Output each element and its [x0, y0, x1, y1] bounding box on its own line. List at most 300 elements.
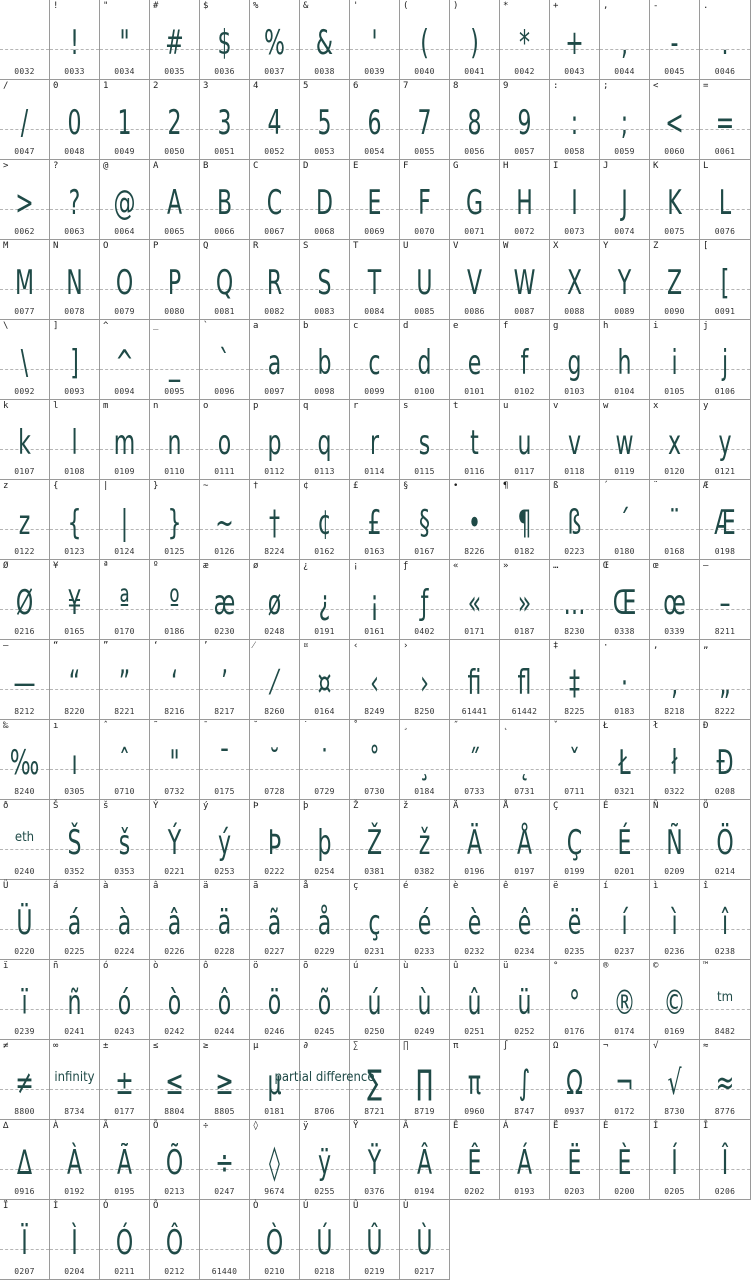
- glyph-code: 8804: [164, 1107, 185, 1116]
- glyph-label: œ: [653, 561, 659, 571]
- glyph-cell: [200, 960, 250, 1040]
- glyph-label: Ž: [353, 801, 359, 811]
- glyph-label: T: [353, 241, 359, 251]
- glyph-label: ì: [653, 881, 659, 891]
- glyph-sample: «: [467, 583, 482, 623]
- glyph-label: G: [453, 161, 459, 171]
- glyph-sample: æ: [213, 583, 236, 623]
- glyph-code: 8260: [264, 707, 285, 716]
- glyph-sample: “: [68, 663, 81, 703]
- glyph-sample: Ø: [15, 583, 34, 623]
- glyph-sample: #: [165, 23, 184, 63]
- glyph-label: ‡: [553, 641, 559, 651]
- glyph-sample: Ù: [416, 1223, 433, 1263]
- glyph-cell: [400, 1200, 450, 1280]
- glyph-sample: š: [118, 823, 131, 863]
- glyph-sample: 9: [517, 103, 532, 143]
- glyph-cell: [300, 0, 350, 80]
- glyph-code: 0094: [114, 387, 135, 396]
- glyph-code: 0059: [614, 147, 635, 156]
- glyph-label: –: [703, 561, 709, 571]
- glyph-sample: Â: [416, 1143, 433, 1183]
- glyph-code: 0243: [114, 1027, 135, 1036]
- glyph-cell: [400, 240, 450, 320]
- glyph-cell: [600, 480, 650, 560]
- glyph-label: A: [153, 161, 159, 171]
- glyph-cell: [550, 640, 600, 720]
- glyph-sample: u: [517, 423, 532, 463]
- glyph-code: 0170: [114, 627, 135, 636]
- glyph-code: 0184: [414, 787, 435, 796]
- glyph-code: 0214: [714, 867, 736, 876]
- glyph-code: 0197: [514, 867, 535, 876]
- glyph-code: 8734: [64, 1107, 85, 1116]
- glyph-label: û: [453, 961, 459, 971]
- glyph-label: Þ: [253, 801, 259, 811]
- glyph-cell: [0, 400, 50, 480]
- glyph-label: ƒ: [403, 561, 409, 571]
- glyph-code: 0226: [164, 947, 185, 956]
- glyph-cell: [500, 480, 550, 560]
- glyph-sample: partial difference: [274, 1070, 375, 1085]
- glyph-cell: [700, 400, 751, 480]
- glyph-label: 2: [153, 81, 159, 91]
- glyph-sample: º: [169, 583, 180, 623]
- glyph-cell: [450, 400, 500, 480]
- glyph-label: Z: [653, 241, 659, 251]
- glyph-label: =: [703, 81, 709, 91]
- glyph-label: ‚: [653, 641, 659, 651]
- glyph-sample: ◊: [269, 1143, 280, 1183]
- glyph-cell: [150, 800, 200, 880]
- glyph-cell: [250, 160, 300, 240]
- glyph-label: ): [453, 1, 459, 11]
- glyph-code: 0171: [464, 627, 485, 636]
- glyph-label: <: [653, 81, 659, 91]
- glyph-code: 8226: [464, 547, 485, 556]
- glyph-code: 8224: [264, 547, 285, 556]
- glyph-code: 0217: [414, 1267, 435, 1276]
- glyph-label: Ü: [3, 881, 9, 891]
- glyph-cell: [500, 800, 550, 880]
- glyph-code: 0164: [314, 707, 335, 716]
- glyph-code: 0234: [514, 947, 535, 956]
- glyph-label: !: [53, 1, 59, 11]
- glyph-code: 8482: [714, 1027, 736, 1036]
- glyph-code: 0205: [664, 1187, 685, 1196]
- glyph-sample: Ì: [71, 1223, 78, 1263]
- glyph-sample: eth: [14, 830, 35, 845]
- glyph-label: ˘: [253, 721, 259, 731]
- glyph-sample: ü: [517, 983, 532, 1023]
- glyph-sample: Ł: [618, 743, 631, 783]
- glyph-cell: [150, 160, 200, 240]
- glyph-code: 0174: [614, 1027, 635, 1036]
- glyph-cell: [550, 400, 600, 480]
- glyph-cell: [450, 880, 500, 960]
- glyph-cell: [500, 560, 550, 640]
- glyph-label: ˝: [453, 721, 459, 731]
- glyph-cell: [550, 880, 600, 960]
- glyph-label: Ä: [453, 801, 459, 811]
- glyph-cell: [400, 160, 450, 240]
- glyph-code: 0305: [64, 787, 85, 796]
- glyph-cell: [650, 400, 700, 480]
- glyph-cell: [150, 1200, 200, 1280]
- glyph-cell: [250, 960, 300, 1040]
- glyph-code: 0069: [364, 227, 385, 236]
- glyph-sample: ã: [267, 903, 282, 943]
- glyph-cell: [650, 320, 700, 400]
- glyph-cell: [300, 160, 350, 240]
- glyph-label: Ω: [553, 1041, 559, 1051]
- glyph-cell: [400, 80, 450, 160]
- glyph-code: 0238: [714, 947, 736, 956]
- glyph-code: 61442: [511, 707, 538, 716]
- glyph-label: c: [353, 321, 359, 331]
- glyph-label: ∞: [53, 1041, 59, 1051]
- glyph-code: 0058: [564, 147, 585, 156]
- glyph-label: Ý: [153, 801, 159, 811]
- glyph-sample: Z: [666, 263, 683, 303]
- glyph-label: Œ: [603, 561, 609, 571]
- glyph-sample: S: [317, 263, 332, 303]
- glyph-label: ≈: [703, 1041, 709, 1051]
- glyph-cell: [250, 880, 300, 960]
- glyph-sample: Ü: [16, 903, 33, 943]
- glyph-code: 0339: [664, 627, 685, 636]
- glyph-sample: T: [367, 263, 382, 303]
- glyph-cell: [150, 400, 200, 480]
- glyph-cell: [650, 240, 700, 320]
- glyph-code: 0187: [514, 627, 535, 636]
- glyph-cell: [600, 640, 650, 720]
- glyph-label: ù: [403, 961, 409, 971]
- glyph-sample: B: [216, 183, 233, 223]
- glyph-cell: [700, 240, 751, 320]
- glyph-label: á: [53, 881, 59, 891]
- glyph-sample: Í: [671, 1143, 678, 1183]
- glyph-sample: Ž: [366, 823, 383, 863]
- glyph-label: Ï: [3, 1201, 9, 1211]
- glyph-label: u: [503, 401, 509, 411]
- glyph-label: ł: [653, 721, 659, 731]
- glyph-code: 8776: [714, 1107, 736, 1116]
- glyph-code: 0079: [114, 307, 135, 316]
- glyph-code: 0321: [614, 787, 635, 796]
- glyph-cell: [700, 1040, 751, 1120]
- glyph-sample: ú: [367, 983, 382, 1023]
- glyph-label: ˇ: [553, 721, 559, 731]
- glyph-code: 0101: [464, 387, 485, 396]
- glyph-label: ˙: [303, 721, 309, 731]
- glyph-cell: [100, 800, 150, 880]
- glyph-label: °: [553, 961, 559, 971]
- glyph-sample: x: [667, 423, 682, 463]
- glyph-cell: [500, 960, 550, 1040]
- glyph-code: 8212: [14, 707, 35, 716]
- glyph-sample: s: [418, 423, 431, 463]
- glyph-label: r: [353, 401, 359, 411]
- glyph-code: 0083: [314, 307, 335, 316]
- glyph-sample: ˙: [318, 743, 331, 783]
- glyph-code: 0042: [514, 67, 535, 76]
- glyph-cell: [650, 0, 700, 80]
- glyph-label: 3: [203, 81, 209, 91]
- glyph-label: ı: [53, 721, 59, 731]
- glyph-label: ž: [403, 801, 409, 811]
- glyph-cell: [200, 240, 250, 320]
- glyph-sample: e: [467, 343, 482, 383]
- glyph-cell: [700, 880, 751, 960]
- glyph-cell: [600, 1120, 650, 1200]
- glyph-cell: [400, 560, 450, 640]
- glyph-label: À: [53, 1121, 59, 1131]
- glyph-cell: [500, 240, 550, 320]
- glyph-code: 0381: [364, 867, 385, 876]
- glyph-label: 8: [453, 81, 459, 91]
- glyph-sample: à: [117, 903, 132, 943]
- glyph-sample: V: [466, 263, 483, 303]
- glyph-label: R: [253, 241, 259, 251]
- glyph-code: 0119: [614, 467, 635, 476]
- glyph-sample: (: [420, 23, 429, 63]
- glyph-sample: °: [568, 983, 581, 1023]
- glyph-label: “: [53, 641, 59, 651]
- glyph-code: 0241: [64, 1027, 85, 1036]
- glyph-code: 0237: [614, 947, 635, 956]
- glyph-sample: D: [316, 183, 333, 223]
- glyph-label: }: [153, 481, 159, 491]
- glyph-sample: Q: [215, 263, 234, 303]
- glyph-code: 0112: [264, 467, 285, 476]
- glyph-label: Í: [653, 1121, 659, 1131]
- glyph-sample: d: [417, 343, 432, 383]
- glyph-cell: [100, 80, 150, 160]
- glyph-cell: [50, 1200, 100, 1280]
- glyph-code: 0960: [464, 1107, 485, 1116]
- glyph-code: 8721: [364, 1107, 385, 1116]
- glyph-code: 0201: [614, 867, 635, 876]
- glyph-label: p: [253, 401, 259, 411]
- glyph-sample: î: [721, 903, 729, 943]
- glyph-cell: [100, 320, 150, 400]
- glyph-label: Õ: [153, 1121, 159, 1131]
- glyph-sample: œ: [663, 583, 686, 623]
- glyph-cell: [200, 880, 250, 960]
- glyph-cell: [100, 1040, 150, 1120]
- glyph-sample: ,: [621, 23, 628, 63]
- glyph-label: g: [553, 321, 559, 331]
- glyph-code: 8221: [114, 707, 135, 716]
- glyph-sample: E: [367, 183, 382, 223]
- glyph-code: 0033: [64, 67, 85, 76]
- glyph-code: 0067: [264, 227, 285, 236]
- glyph-label: 7: [403, 81, 409, 91]
- glyph-label: s: [403, 401, 409, 411]
- glyph-label: È: [603, 1121, 609, 1131]
- glyph-code: 0077: [14, 307, 35, 316]
- glyph-label: º: [153, 561, 159, 571]
- glyph-sample: C: [266, 183, 283, 223]
- glyph-sample: -: [670, 23, 679, 63]
- glyph-code: 0353: [114, 867, 135, 876]
- glyph-label: >: [3, 161, 9, 171]
- glyph-cell: [650, 560, 700, 640]
- glyph-cell: [350, 880, 400, 960]
- glyph-label: ,: [603, 1, 609, 11]
- glyph-sample: ƒ: [420, 583, 429, 623]
- glyph-cell: [50, 1120, 100, 1200]
- glyph-cell: [550, 1040, 600, 1120]
- glyph-cell: [600, 560, 650, 640]
- glyph-sample: 4: [267, 103, 282, 143]
- glyph-sample: ø: [267, 583, 282, 623]
- glyph-sample: 5: [317, 103, 332, 143]
- glyph-sample: }: [167, 503, 182, 543]
- glyph-cell: [400, 400, 450, 480]
- glyph-label: Ê: [453, 1121, 459, 1131]
- glyph-code: 0376: [364, 1187, 385, 1196]
- glyph-label: É: [603, 801, 609, 811]
- glyph-label: Ö: [703, 801, 709, 811]
- glyph-code: 0218: [314, 1267, 335, 1276]
- glyph-code: 0047: [14, 147, 35, 156]
- glyph-sample: A: [166, 183, 183, 223]
- glyph-cell: [550, 720, 600, 800]
- glyph-code: 0121: [714, 467, 736, 476]
- glyph-code: 0180: [614, 547, 635, 556]
- glyph-label: Q: [203, 241, 209, 251]
- glyph-label: Á: [503, 1121, 509, 1131]
- glyph-sample: ÷: [215, 1143, 234, 1183]
- glyph-code: 0117: [514, 467, 535, 476]
- glyph-sample: 7: [417, 103, 432, 143]
- glyph-sample: ): [470, 23, 479, 63]
- glyph-code: 0052: [264, 147, 285, 156]
- glyph-code: 0176: [564, 1027, 585, 1036]
- glyph-sample: F: [418, 183, 431, 223]
- glyph-cell: [700, 160, 751, 240]
- glyph-sample: r: [369, 423, 380, 463]
- glyph-cell: [150, 0, 200, 80]
- glyph-label: µ: [253, 1041, 259, 1051]
- glyph-code: 0352: [64, 867, 85, 876]
- glyph-sample: *: [518, 23, 531, 63]
- glyph-code: 0251: [464, 1027, 485, 1036]
- glyph-label: ò: [153, 961, 159, 971]
- glyph-label: ß: [553, 481, 559, 491]
- glyph-cell: [600, 400, 650, 480]
- glyph-sample: ê: [517, 903, 532, 943]
- glyph-label: ý: [203, 801, 209, 811]
- glyph-label: S: [303, 241, 309, 251]
- glyph-sample: ?: [68, 183, 81, 223]
- glyph-code: 0063: [64, 227, 85, 236]
- glyph-sample: [207, 1214, 242, 1260]
- glyph-cell: [300, 1120, 350, 1200]
- glyph-cell: [550, 0, 600, 80]
- glyph-code: 8222: [714, 707, 736, 716]
- glyph-label: ": [103, 1, 109, 11]
- glyph-sample: ©: [663, 983, 686, 1023]
- glyph-cell: [300, 560, 350, 640]
- glyph-code: 0202: [464, 1187, 485, 1196]
- glyph-cell: [700, 560, 751, 640]
- glyph-code: 0080: [164, 307, 185, 316]
- glyph-cell: [650, 80, 700, 160]
- glyph-code: 0044: [614, 67, 635, 76]
- glyph-cell: [450, 1040, 500, 1120]
- glyph-code: 0054: [364, 147, 385, 156]
- glyph-label: ™: [703, 961, 709, 971]
- glyph-cell: [350, 80, 400, 160]
- glyph-code: 0219: [364, 1267, 385, 1276]
- glyph-sample: [7, 14, 42, 60]
- glyph-sample: ˆ: [118, 743, 131, 783]
- glyph-code: 0249: [414, 1027, 435, 1036]
- glyph-sample: È: [617, 1143, 632, 1183]
- glyph-cell: [200, 640, 250, 720]
- glyph-label: m: [103, 401, 109, 411]
- glyph-code: 0107: [14, 467, 35, 476]
- glyph-label: Ì: [53, 1201, 59, 1211]
- glyph-label: Ñ: [653, 801, 659, 811]
- glyph-code: 8230: [564, 627, 585, 636]
- glyph-code: 0182: [514, 547, 535, 556]
- glyph-label: ≥: [203, 1041, 209, 1051]
- glyph-sample: ª: [119, 583, 130, 623]
- glyph-sample: ˚: [368, 743, 381, 783]
- glyph-label: ¡: [353, 561, 359, 571]
- glyph-label: ë: [553, 881, 559, 891]
- glyph-code: 0204: [64, 1267, 85, 1276]
- glyph-label: i: [653, 321, 659, 331]
- glyph-cell: [250, 80, 300, 160]
- glyph-label: *: [503, 1, 509, 11]
- glyph-cell: [350, 640, 400, 720]
- glyph-sample: ¢: [317, 503, 332, 543]
- glyph-label: ;: [603, 81, 609, 91]
- glyph-sample: ≈: [715, 1063, 735, 1103]
- glyph-label: a: [253, 321, 259, 331]
- glyph-code: 0228: [214, 947, 235, 956]
- glyph-label: Ç: [553, 801, 559, 811]
- glyph-code: 0099: [364, 387, 385, 396]
- glyph-cell: [700, 800, 751, 880]
- glyph-cell: [100, 240, 150, 320]
- glyph-sample: ë: [567, 903, 582, 943]
- glyph-sample: ¶: [517, 503, 532, 543]
- glyph-cell: [700, 960, 751, 1040]
- glyph-code: 0104: [614, 387, 635, 396]
- glyph-cell: [350, 800, 400, 880]
- glyph-sample: fi: [467, 663, 482, 703]
- glyph-code: 8730: [664, 1107, 685, 1116]
- glyph-sample: å: [317, 903, 332, 943]
- glyph-sample: »: [517, 583, 532, 623]
- glyph-cell: [200, 480, 250, 560]
- glyph-cell: [200, 80, 250, 160]
- glyph-label: @: [103, 161, 109, 171]
- glyph-code: 0231: [364, 947, 385, 956]
- glyph-code: 0163: [364, 547, 385, 556]
- glyph-code: 0224: [114, 947, 135, 956]
- glyph-label: õ: [303, 961, 309, 971]
- glyph-cell: [200, 1200, 250, 1280]
- glyph-cell: [650, 720, 700, 800]
- glyph-code: 0916: [14, 1187, 35, 1196]
